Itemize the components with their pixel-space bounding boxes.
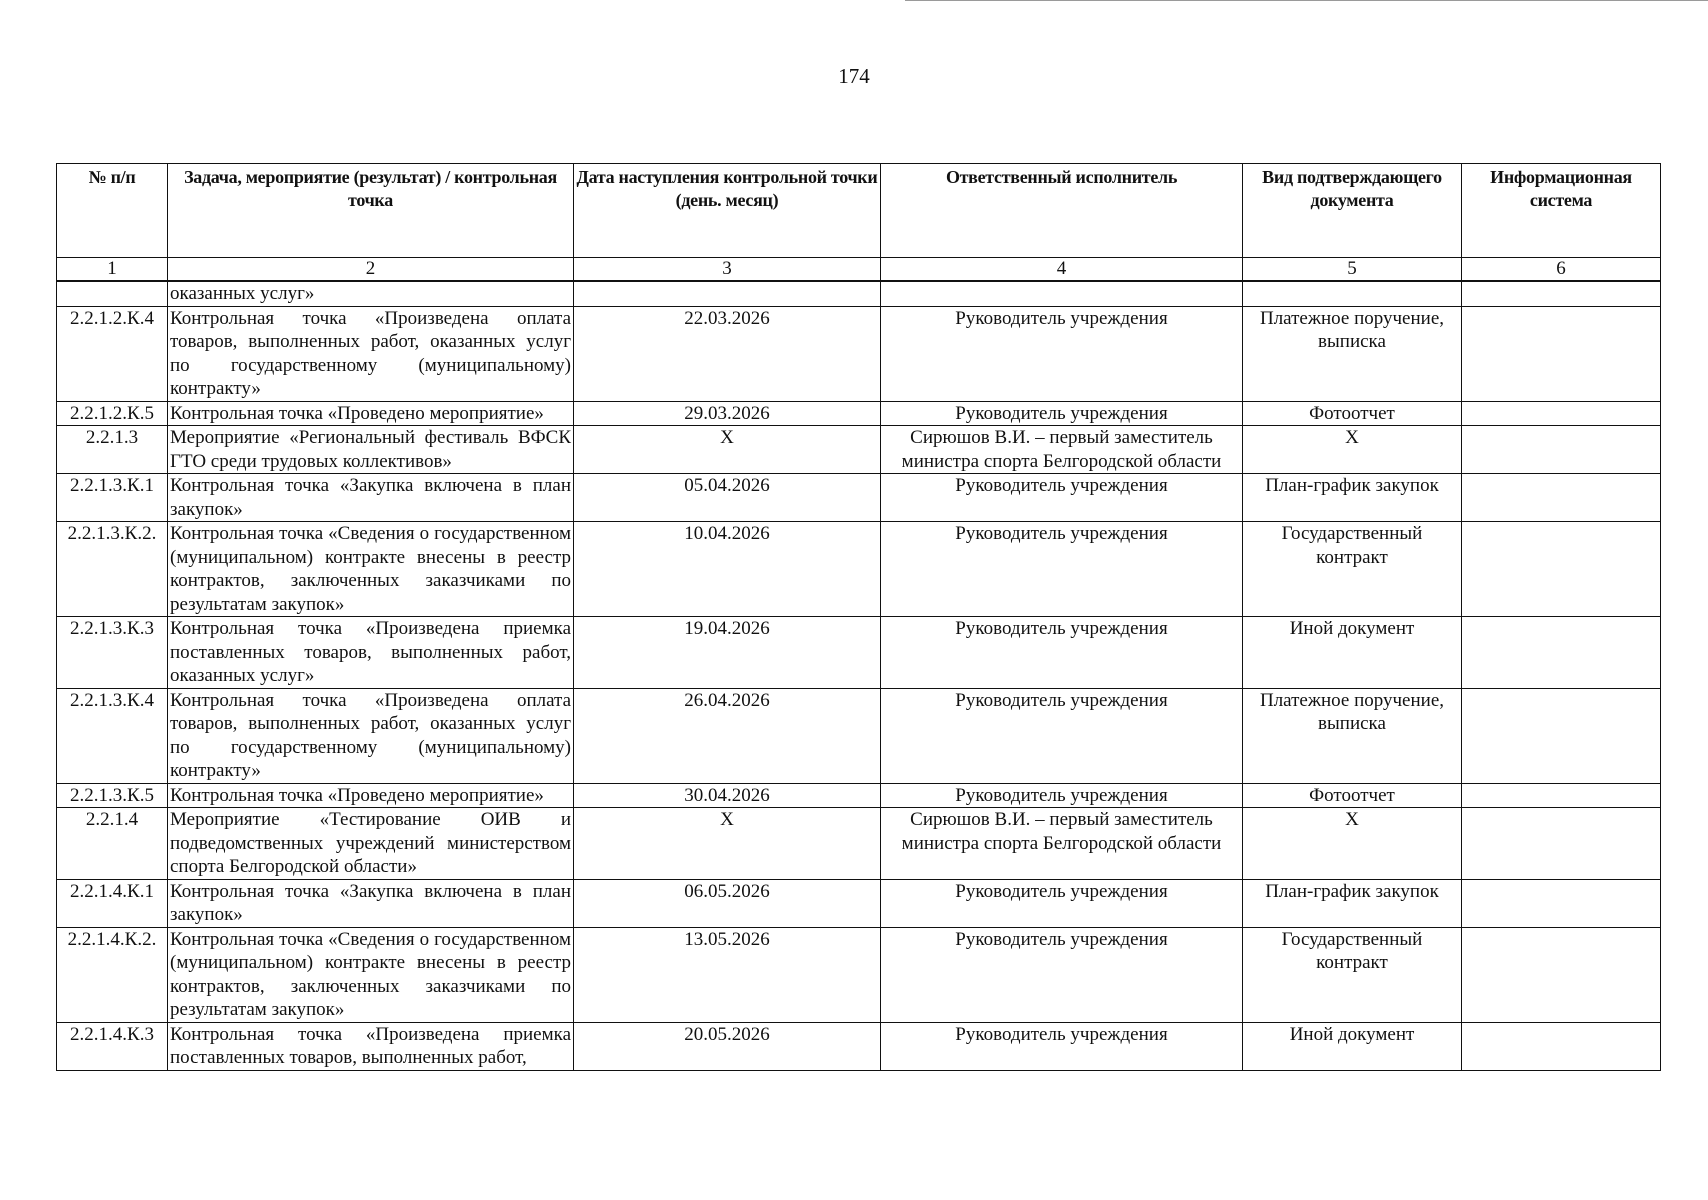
table-row	[57, 426, 1661, 474]
table-header-row	[57, 164, 1661, 258]
row-task: Контрольная точка «Произведена приемка поставленных товаров, выполненных работ, оказанных услуг»	[168, 617, 574, 689]
row-number: 2.2.1.3.К.1	[57, 474, 168, 522]
row-executor: Руководитель учреждения	[881, 783, 1243, 808]
row-number: 2.2.1.2.К.5	[57, 401, 168, 426]
row-document: План-график закупок	[1243, 474, 1462, 522]
row-executor: Сирюшов В.И. – первый заместитель министра спорта Белгородской области	[881, 808, 1243, 880]
table-row	[57, 281, 1661, 306]
row-task: Контрольная точка «Произведена оплата товаров, выполненных работ, оказанных услуг по государственному (муниципальному) контракту»	[168, 306, 574, 401]
row-task: Контрольная точка «Произведена приемка поставленных товаров, выполненных работ,	[168, 1022, 574, 1070]
page-number: 174	[838, 64, 870, 88]
row-executor: Сирюшов В.И. – первый заместитель министра спорта Белгородской области	[881, 426, 1243, 474]
row-executor: Руководитель учреждения	[881, 522, 1243, 617]
row-document: X	[1243, 426, 1462, 474]
row-system	[1462, 1022, 1661, 1070]
row-task: Контрольная точка «Закупка включена в план закупок»	[168, 474, 574, 522]
row-executor: Руководитель учреждения	[881, 401, 1243, 426]
row-system	[1462, 879, 1661, 927]
table-row	[57, 688, 1661, 783]
row-executor	[881, 281, 1243, 306]
table-row	[57, 783, 1661, 808]
header-number: № п/п	[57, 164, 168, 258]
row-system	[1462, 281, 1661, 306]
scan-edge-line	[905, 0, 1708, 1]
row-system	[1462, 927, 1661, 1022]
row-system	[1462, 522, 1661, 617]
row-system	[1462, 617, 1661, 689]
row-executor: Руководитель учреждения	[881, 688, 1243, 783]
row-document: Иной документ	[1243, 1022, 1462, 1070]
row-document: Фотоотчет	[1243, 401, 1462, 426]
column-number: 6	[1462, 258, 1661, 282]
row-document: Платежное поручение, выписка	[1243, 306, 1462, 401]
table-row	[57, 1022, 1661, 1070]
row-task: Мероприятие «Региональный фестиваль ВФСК ГТО среди трудовых коллективов»	[168, 426, 574, 474]
column-number: 4	[881, 258, 1243, 282]
row-date: X	[574, 808, 881, 880]
table-row	[57, 808, 1661, 880]
row-document: Государственный контракт	[1243, 927, 1462, 1022]
row-number: 2.2.1.4.К.3	[57, 1022, 168, 1070]
table-row	[57, 617, 1661, 689]
row-document: Государственный контракт	[1243, 522, 1462, 617]
row-executor: Руководитель учреждения	[881, 927, 1243, 1022]
row-date: 20.05.2026	[574, 1022, 881, 1070]
row-document: Иной документ	[1243, 617, 1462, 689]
table-row	[57, 522, 1661, 617]
row-task: Контрольная точка «Сведения о государственном (муниципальном) контракте внесены в реестр контрактов, заключенных заказчиками по результатам закупок»	[168, 927, 574, 1022]
row-date: 29.03.2026	[574, 401, 881, 426]
row-number: 2.2.1.3.К.2.	[57, 522, 168, 617]
row-date: 30.04.2026	[574, 783, 881, 808]
row-number: 2.2.1.3	[57, 426, 168, 474]
row-task: Контрольная точка «Произведена оплата товаров, выполненных работ, оказанных услуг по государственному (муниципальному) контракту»	[168, 688, 574, 783]
row-executor: Руководитель учреждения	[881, 617, 1243, 689]
row-number: 2.2.1.3.К.3	[57, 617, 168, 689]
row-date: 05.04.2026	[574, 474, 881, 522]
column-number: 1	[57, 258, 168, 282]
header-task: Задача, мероприятие (результат) / контрольная точка	[168, 164, 574, 258]
row-system	[1462, 401, 1661, 426]
row-task: оказанных услуг»	[168, 281, 574, 306]
header-system: Информационная система	[1462, 164, 1661, 258]
row-system	[1462, 474, 1661, 522]
row-task: Контрольная точка «Закупка включена в план закупок»	[168, 879, 574, 927]
row-task: Мероприятие «Тестирование ОИВ и подведомственных учреждений министерством спорта Белгородской области»	[168, 808, 574, 880]
row-executor: Руководитель учреждения	[881, 474, 1243, 522]
row-date	[574, 281, 881, 306]
row-system	[1462, 808, 1661, 880]
header-document: Вид подтверждающего документа	[1243, 164, 1462, 258]
row-task: Контрольная точка «Сведения о государственном (муниципальном) контракте внесены в реестр контрактов, заключенных заказчиками по результатам закупок»	[168, 522, 574, 617]
table-row	[57, 879, 1661, 927]
row-document: X	[1243, 808, 1462, 880]
row-date: X	[574, 426, 881, 474]
row-number: 2.2.1.3.К.4	[57, 688, 168, 783]
row-date: 06.05.2026	[574, 879, 881, 927]
row-executor: Руководитель учреждения	[881, 306, 1243, 401]
row-executor: Руководитель учреждения	[881, 879, 1243, 927]
row-system	[1462, 783, 1661, 808]
row-document: Платежное поручение, выписка	[1243, 688, 1462, 783]
row-document: План-график закупок	[1243, 879, 1462, 927]
column-number: 5	[1243, 258, 1462, 282]
row-date: 26.04.2026	[574, 688, 881, 783]
row-system	[1462, 426, 1661, 474]
row-number: 2.2.1.3.К.5	[57, 783, 168, 808]
column-number: 3	[574, 258, 881, 282]
table-row	[57, 474, 1661, 522]
row-system	[1462, 306, 1661, 401]
column-numbers-row	[57, 258, 1661, 282]
row-date: 10.04.2026	[574, 522, 881, 617]
row-document: Фотоотчет	[1243, 783, 1462, 808]
row-number: 2.2.1.2.К.4	[57, 306, 168, 401]
row-task: Контрольная точка «Проведено мероприятие»	[168, 401, 574, 426]
header-executor: Ответственный исполнитель	[881, 164, 1243, 258]
row-document	[1243, 281, 1462, 306]
row-number: 2.2.1.4.К.2.	[57, 927, 168, 1022]
row-task: Контрольная точка «Проведено мероприятие»	[168, 783, 574, 808]
control-points-table	[56, 163, 1661, 1071]
row-number	[57, 281, 168, 306]
row-executor: Руководитель учреждения	[881, 1022, 1243, 1070]
header-date: Дата наступления контрольной точки (день. месяц)	[574, 164, 881, 258]
row-system	[1462, 688, 1661, 783]
row-number: 2.2.1.4	[57, 808, 168, 880]
table-row	[57, 401, 1661, 426]
row-number: 2.2.1.4.К.1	[57, 879, 168, 927]
row-date: 22.03.2026	[574, 306, 881, 401]
row-date: 19.04.2026	[574, 617, 881, 689]
table-row	[57, 927, 1661, 1022]
column-number: 2	[168, 258, 574, 282]
row-date: 13.05.2026	[574, 927, 881, 1022]
table-row	[57, 306, 1661, 401]
